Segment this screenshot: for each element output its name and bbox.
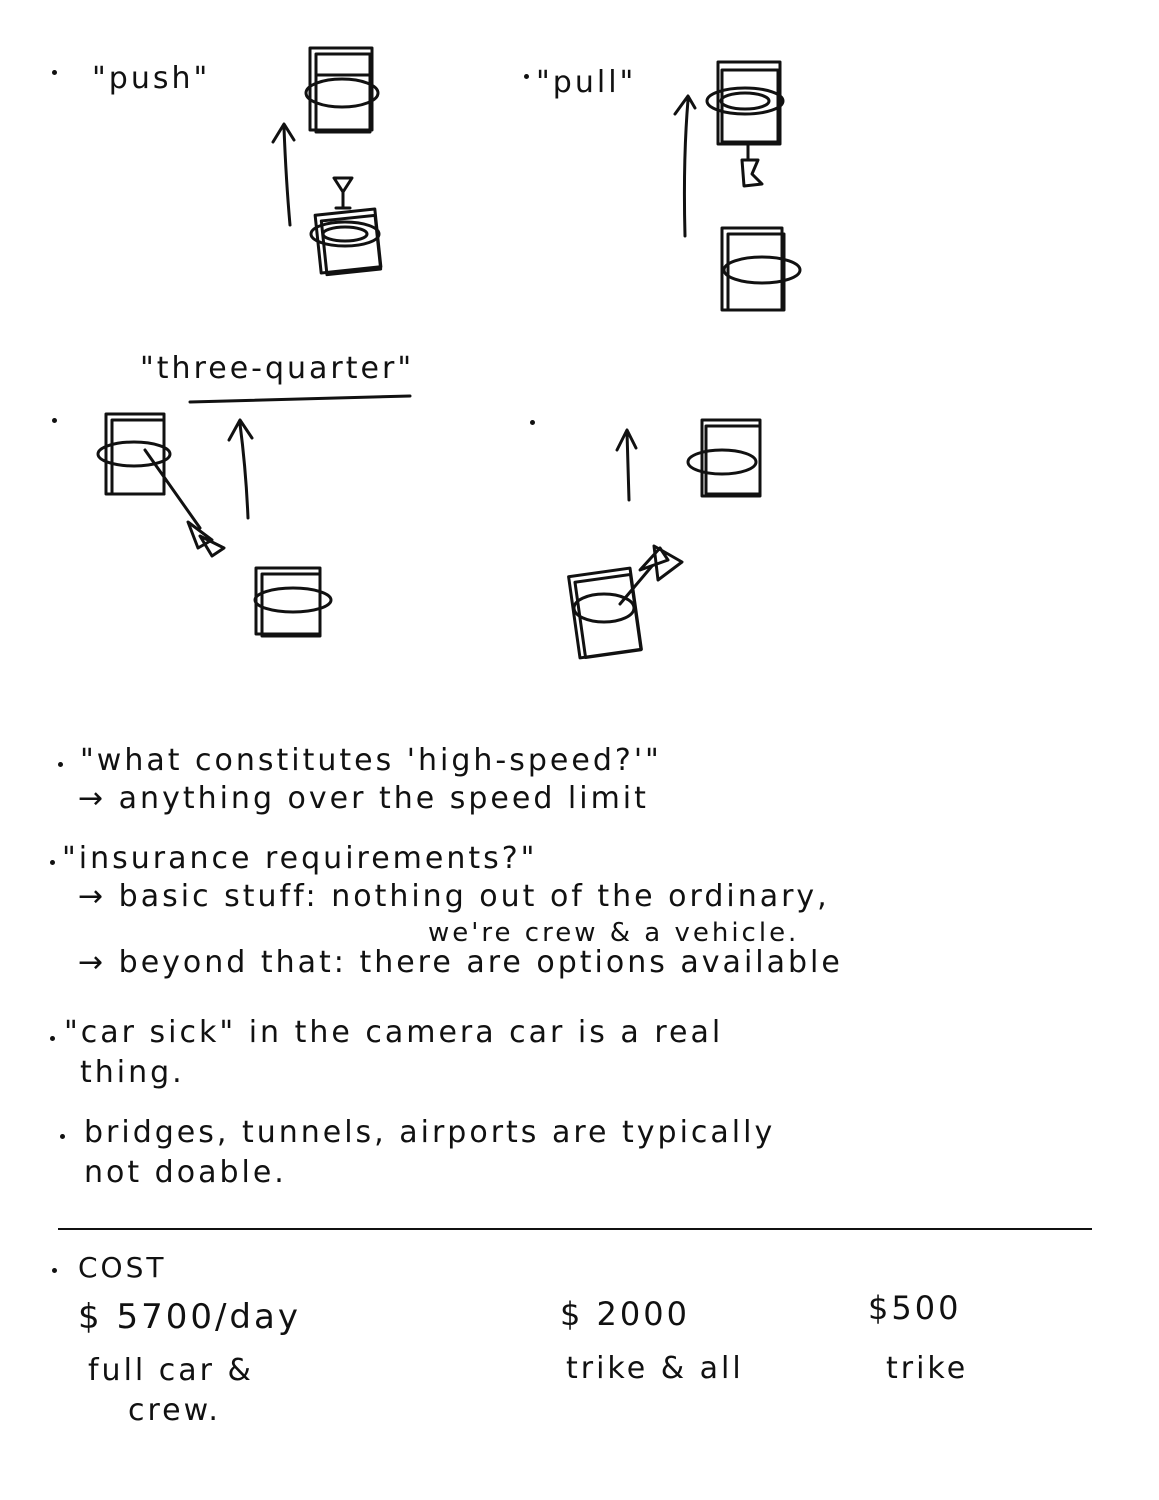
- pull-camera-icon: [742, 144, 762, 186]
- note-2-line-4: → beyond that: there are options available: [78, 945, 843, 980]
- tq-right-direction-arrow: [617, 430, 636, 500]
- bullet-cost: [52, 1268, 57, 1273]
- note-2-line-3: we're crew & a vehicle.: [428, 918, 800, 948]
- bullet-three-quarter-left: [52, 418, 57, 423]
- tq-right-lead-car-icon: [688, 420, 760, 496]
- cost-desc-trike: trike: [886, 1351, 969, 1386]
- push-camera-icon: [334, 178, 352, 208]
- cost-desc-trike-all: trike & all: [566, 1351, 744, 1386]
- bullet-note-2: [50, 860, 55, 865]
- note-3-line-2: thing.: [80, 1055, 185, 1090]
- bullet-pull: [524, 74, 529, 79]
- note-2-line-1: "insurance requirements?": [62, 841, 538, 876]
- note-4-line-2: not doable.: [84, 1155, 287, 1190]
- push-camera-car-icon: [311, 209, 381, 275]
- note-4-line-1: bridges, tunnels, airports are typically: [84, 1115, 776, 1150]
- three-quarter-left-diagram: [98, 414, 331, 636]
- bullet-push: [52, 70, 57, 75]
- cost-price-full-car: $ 5700/day: [78, 1297, 301, 1337]
- push-diagram: [273, 48, 381, 275]
- tq-left-camera-icon: [188, 522, 224, 556]
- pull-trailing-car-icon: [722, 228, 800, 310]
- pull-label: "pull": [536, 65, 637, 100]
- tq-left-lead-car-icon: [98, 414, 170, 494]
- three-quarter-underline: [190, 396, 410, 402]
- tq-right-camera-arm: [620, 566, 652, 604]
- cost-price-trike: $500: [868, 1289, 962, 1327]
- cost-heading: COST: [78, 1251, 167, 1284]
- push-label: "push": [92, 61, 211, 96]
- section-divider: [58, 1228, 1092, 1230]
- note-1-line-1: "what constitutes 'high-speed?'": [80, 743, 662, 778]
- tq-right-camera-car-icon: [569, 568, 642, 658]
- pull-direction-arrow: [675, 96, 695, 236]
- bullet-note-1: [58, 762, 63, 767]
- cost-price-trike-all: $ 2000: [560, 1295, 690, 1333]
- bullet-three-quarter-right: [530, 420, 535, 425]
- three-quarter-label: "three-quarter": [140, 351, 415, 386]
- bullet-note-4: [60, 1134, 65, 1139]
- push-direction-arrow: [273, 124, 294, 225]
- pull-camera-car-icon: [707, 62, 783, 144]
- tq-left-direction-arrow: [229, 420, 252, 518]
- cost-desc-full-car-1: full car &: [88, 1353, 254, 1388]
- note-3-line-1: "car sick" in the camera car is a real: [64, 1015, 724, 1050]
- note-1-line-2: → anything over the speed limit: [78, 781, 649, 816]
- bullet-note-3: [50, 1036, 55, 1041]
- push-lead-car-icon: [306, 48, 378, 132]
- tq-left-camera-arm: [145, 450, 200, 528]
- three-quarter-right-diagram: [569, 420, 760, 658]
- tq-left-camera-car-icon: [255, 568, 331, 636]
- note-2-line-2: → basic stuff: nothing out of the ordinary,: [78, 879, 830, 914]
- cost-desc-full-car-2: crew.: [128, 1393, 221, 1428]
- pull-diagram: [675, 62, 800, 310]
